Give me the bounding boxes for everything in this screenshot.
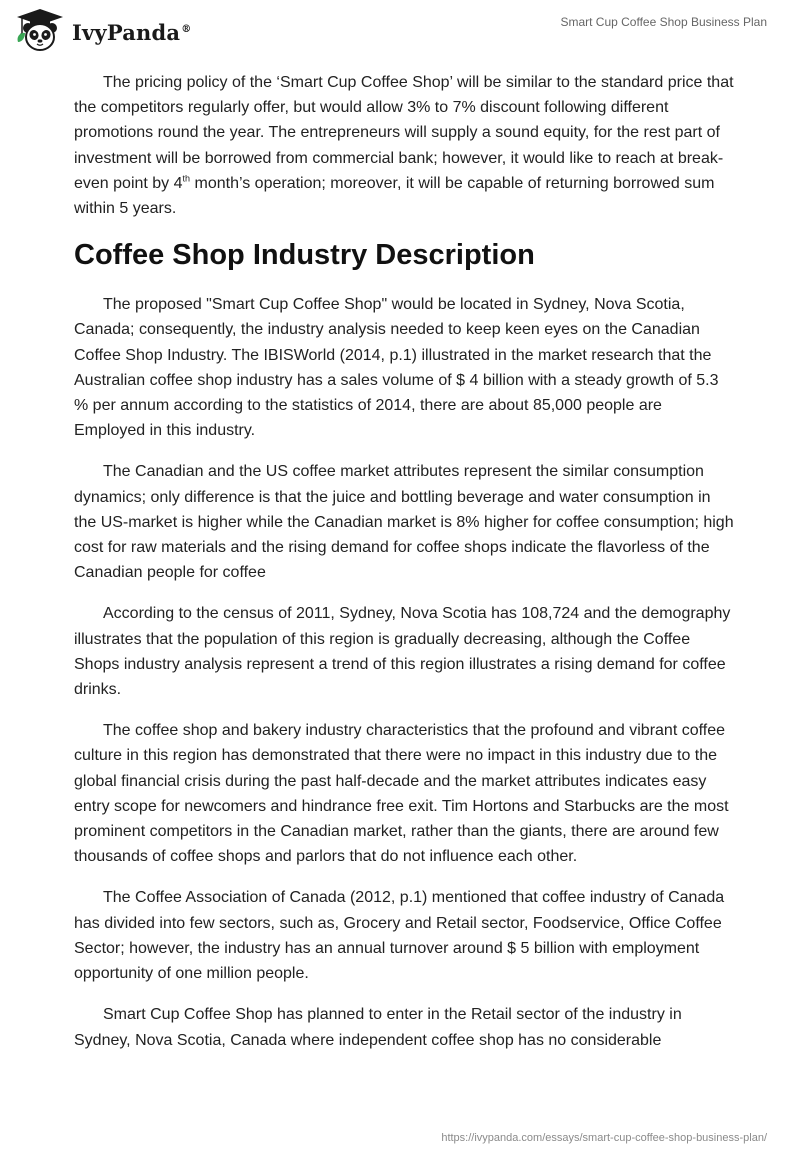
- intro-paragraph: The pricing policy of the ‘Smart Cup Coffee Shop’ will be similar to the standard price that the competitors regularly offer, but would allow 3% to 7% discount following different promotions round the year. The entrepreneurs will supply a sound equity, for the rest part of investment will be borrowed from commercial bank; however, it would like to reach at break-even point by 4th month’s operation; moreover, it will be capable of returning borrowed sum within 5 years.: [74, 74, 734, 218]
- paragraph: According to the census of 2011, Sydney, Nova Scotia has 108,724 and the demography illustrates that the population of this region is gradually decreasing, although the Coffee Shops industry analysis represent a trend of this region illustrates a rising demand for coffee drinks.: [74, 605, 731, 699]
- document-title: Smart Cup Coffee Shop Business Plan: [560, 15, 767, 29]
- panda-graduate-icon: [14, 8, 66, 52]
- essay-content: [74, 70, 734, 1069]
- brand-name: IvyPanda®: [72, 19, 192, 45]
- paragraph: The coffee shop and bakery industry characteristics that the profound and vibrant coffee culture in this region has demonstrated that there were no impact in this industry due to the global financial crisis during the past half-decade and the market attributes indicates easy entry scope for newcomers and hindrance free exit. Tim Hortons and Starbucks are the most prominent competitors in the Canadian market, rather than the giants, there are around few thousands of coffee shops and parlors that do not influence each other.: [74, 722, 729, 866]
- paragraph: Smart Cup Coffee Shop has planned to enter in the Retail sector of the industry in Sydney, Nova Scotia, Canada where independent coffee shop has no considerable: [74, 1006, 682, 1049]
- paragraph: The Canadian and the US coffee market attributes represent the similar consumption dynamics; only difference is that the juice and bottling beverage and water consumption in the US-market is higher while the Canadian market is 8% higher for coffee consumption; high cost for raw materials and the rising demand for coffee shops indicate the flavorless of the Canadian people for coffee: [74, 463, 734, 582]
- ivypanda-logo[interactable]: [14, 8, 191, 52]
- source-url[interactable]: https://ivypanda.com/essays/smart-cup-coffee-shop-business-plan/: [441, 1132, 767, 1144]
- paragraph: The proposed "Smart Cup Coffee Shop" would be located in Sydney, Nova Scotia, Canada; consequently, the industry analysis needed to keep keen eyes on the Canadian Coffee Shop Industry. The IBISWorld (2014, p.1) illustrated in the market research that the Australian coffee shop industry has a sales volume of $ 4 billion with a steady growth of 5.3 % per annum according to the statistics of 2014, there are about 85,000 people are Employed in this industry.: [74, 296, 719, 440]
- page-header: [0, 0, 800, 60]
- section-heading: Coffee Shop Industry Description: [74, 239, 535, 272]
- paragraph: The Coffee Association of Canada (2012, p.1) mentioned that coffee industry of Canada has divided into few sectors, such as, Grocery and Retail sector, Foodservice, Office Coffee Sector; however, the industry has an annual turnover around $ 5 billion with employment opportunity of one million people.: [74, 889, 725, 983]
